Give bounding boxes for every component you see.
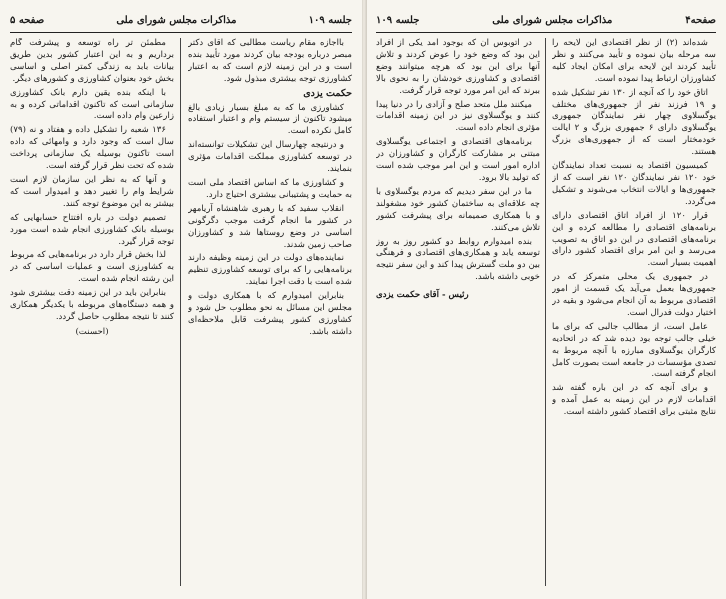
paragraph: و برای آنچه که در این باره گفته شد اقدامات لازم در این زمینه به عمل آمده و نتایج مثبتی برای اقتصاد کشور داشته است. [552, 383, 716, 418]
paragraph: با اینکه بنده یقین دارم بانک کشاورزی سازمانی است که تاکنون اقداماتی کرده و به زارعین وام داده است. [10, 87, 174, 122]
paragraph: ۱۳۶ شعبه را تشکیل داده و هفتاد و نه (۷۹) سال است که وجود دارد و وامهائی که داده است تاکنون بوسیله یک سازمانی پرداخت شده که تحت نظر قرار گرفته است. [10, 125, 174, 172]
paragraph: بنده امیدوارم روابط دو کشور روز به روز توسعه یابد و همکاری‌های اقتصادی و فرهنگی بین دو ملت گسترش پیدا کند و این سفر نتیجه خوبی داشته باشد. [376, 236, 540, 283]
paragraph: کمیسیون اقتصاد به نسبت تعداد نمایندگان خود ۱۲۰ نفر نمایندگان ۱۲۰ نفر است که از جمهوری‌ها و ایالات انتخاب می‌شوند و تشکیل می‌گردد. [552, 161, 716, 207]
running-title: مذاکرات مجلس شورای ملی [492, 14, 613, 26]
paragraph: اتاق خود را که آنچه از ۱۳۰ نفر تشکیل شده و ۱۹ فرزند نفر از جمهوری‌های مختلف یوگسلاوی چهار نفر نمایندگان جمهوری یوگسلاوی دارای ۶ جمهوری بزرگ و ۲ ایالت خودمختار است که از جمهوری‌های بزرگ هستند. [552, 87, 716, 158]
paragraph: تصمیم دولت در باره افتتاح حسابهایی که بوسیله بانک کشاورزی انجام شده است مورد توجه قرار گیرد. [10, 212, 174, 247]
paragraph: در اتوبوس آن که بوجود آمد یکی از افراد این بود که وضع خود را عوض کردند و تلاش آنها برای این بود که هرچه میتوانند وضع اقتصادی و کشاورزی خودشان را به نحوی بالا ببرند که این امر مورد توجه قرار گرفت. [376, 38, 540, 96]
right-page-column-inner [376, 38, 540, 586]
right-page-column-outer [552, 38, 716, 586]
left-page [0, 0, 362, 599]
paragraph: برنامه‌های اقتصادی و اجتماعی یوگسلاوی مبتنی بر مشارکت کارگران و کشاورزان در اداره امور است و این امر موجب شده است که تولید بالا برود. [376, 137, 540, 183]
left-page-column-outer [10, 38, 174, 586]
left-page-header [10, 10, 352, 30]
paragraph: بنابراین باید در این زمینه دقت بیشتری شود و همه دستگاه‌های مربوطه با یکدیگر همکاری کنند تا نتیجه مطلوب حاصل گردد. [10, 288, 174, 322]
paragraph: عامل است، از مطالب جالبی که برای ما خیلی جالب توجه بود دیده شد که در اتحادیه کارگران یوگسلاوی مبارزه با آنچه مربوط به تصدی مؤسسات در جامعه است بصورت کامل انجام گرفته است. [552, 321, 716, 380]
paragraph: و آنها که به نظر این سازمان لازم است شرایط وام را تغییر دهد و امیدوار است که بیشتر به این موضوع توجه کنند. [10, 174, 174, 209]
paragraph: شده‌اند (۲) از نظر اقتصادی این لایحه را سه مرحله بیان نموده و تأیید می‌کنند و نظر تأیید کردند این لایحه برای امکان ایجاد کلیه کشاورزان ارتباط پیدا نموده است. [552, 38, 716, 84]
right-page-header [376, 10, 716, 30]
paragraph: قرار ۱۲۰ از افراد اتاق اقتصادی دارای برنامه‌های اقتصادی را مطالعه کرده و این برنامه‌های اقتصادی در این دو اتاق به تصویب می‌رسد و این امر برای اقتصاد کشور دارای اهمیت بسیار است. [552, 210, 716, 269]
paragraph: ما در این سفر دیدیم که مردم یوگسلاوی با چه علاقه‌ای به ساختمان کشور خود مشغولند و با همکاری صمیمانه برای پیشرفت کشور تلاش می‌کنند. [376, 186, 540, 233]
paragraph: بنابراین امیدوارم که با همکاری دولت و مجلس این مسائل به نحو مطلوب حل شود و کشاورزی کشور پیشرفت قابل ملاحظه‌ای داشته باشد. [188, 291, 352, 337]
paragraph: و درنتیجه چهارسال این تشکیلات توانسته‌اند در توسعه کشاورزی مملکت اقدامات مؤثری بنمایند. [188, 140, 352, 175]
header-rule [376, 32, 716, 33]
header-rule [10, 32, 352, 33]
page-number-label: صفحه۴ [685, 14, 716, 26]
paragraph: میکنند ملل متحد صلح و آزادی را در دنیا پیدا کنند و یوگسلاوی نیز در این زمینه اقدامات مؤثری انجام داده است. [376, 99, 540, 134]
left-page-column-inner [188, 38, 352, 586]
paragraph: و کشاورزی ما که اساس اقتصاد ملی است به حمایت و پشتیبانی بیشتری احتیاج دارد. [188, 177, 352, 200]
paragraph: بااجازه مقام ریاست مطالبی که آقای دکتر مبصر درباره بودجه بیان کردند مورد تأیید بنده است و در این زمینه لازم است که به اعتبار کشاورزی توجه بیشتری مبذول شود. [188, 38, 352, 84]
page-number-label: صفحه ۵ [10, 14, 45, 26]
session-label: جلسه ۱۰۹ [308, 14, 352, 26]
speaker-heading: حکمت یزدی [303, 87, 352, 99]
session-label: جلسه ۱۰۹ [376, 14, 420, 26]
paragraph: لذا بخش قرار دارد در برنامه‌هایی که مربوط به کشاورزی است و عملیات اساسی که در این رشته انجام شده است. [10, 250, 174, 285]
applause-note: (احسنت) [75, 326, 109, 337]
column-divider [180, 38, 181, 586]
paragraph: نماینده‌های دولت در این زمینه وظیفه دارند برنامه‌هایی را که برای توسعه کشاورزی تنظیم شده است با دقت اجرا نمایند. [188, 253, 352, 288]
paragraph: مطمئن تر راه توسعه و پیشرفت گام برداریم و به این اعتبار کشور بدین طریق بیانات بابد به زندگی کمتر اصلی و اساسی بخش خود بعنوان کشاورزی و کشورهای دیگر. [10, 38, 174, 84]
running-title: مذاکرات مجلس شورای ملی [116, 14, 237, 26]
paragraph: انقلاب سفید که با رهبری شاهنشاه آریامهر در کشور ما انجام گرفت موجب دگرگونی اساسی در وضع روستاها شد و کشاورزان صاحب زمین شدند. [188, 203, 352, 250]
paragraph: کشاورزی ما که به مبلغ بسیار زیادی بالغ میشود تاکنون از سیستم وام و اعتبار استفاده کامل نکرده است. [188, 102, 352, 137]
column-divider [545, 38, 546, 586]
paragraph: در جمهوری یک محلی متمرکز که در جمهوری‌ها بعمل می‌آید یک قسمت از امور اقتصادی مربوط به آن انجام می‌شود و بقیه در اختیار دولت فدرال است. [552, 272, 716, 318]
right-page [366, 0, 726, 599]
speaker-signature: رئیس - آقای حکمت یزدی [376, 290, 469, 301]
